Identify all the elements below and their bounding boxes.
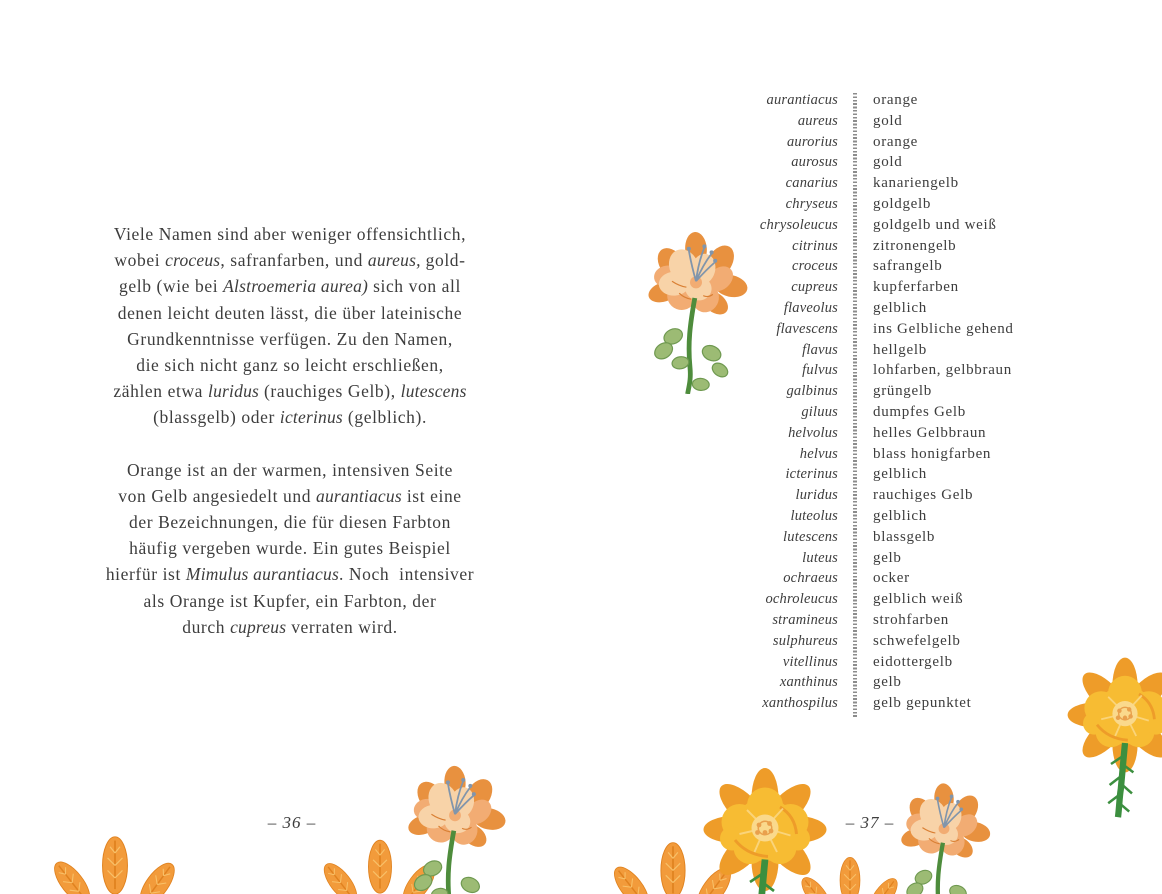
german-translation: gold [873, 154, 903, 171]
german-translation: orange [873, 133, 919, 150]
latin-term: flavescens [776, 320, 838, 337]
latin-term: chryseus [785, 195, 838, 212]
glossary-list [650, 92, 1014, 716]
latin-term: xanthinus [779, 674, 838, 691]
text-line: von Gelb angesiedelt und aurantiacus ist eine [118, 485, 462, 506]
german-translation: dumpfes Gelb [873, 403, 966, 420]
latin-term: citrinus [792, 237, 838, 254]
latin-term: cupreus [791, 279, 838, 296]
german-translation: gelblich [873, 299, 927, 316]
honeysuckle-flower-illustration-bottom-center [396, 760, 514, 894]
glossary-row [650, 570, 1014, 591]
latin-term: lutescens [783, 528, 838, 545]
glossary-row [650, 674, 1014, 695]
latin-term: flavus [802, 341, 838, 358]
german-translation: lohfarben, gelbbraun [873, 362, 1012, 379]
german-translation: kupferfarben [873, 279, 959, 296]
glossary-row [650, 134, 1014, 155]
globeflower-illustration-right-edge [1055, 652, 1162, 834]
honeysuckle-flower-illustration-top [636, 226, 756, 394]
latin-term: ochroleucus [765, 591, 838, 608]
german-translation: safrangelb [873, 258, 943, 275]
german-translation: gelblich weiß [873, 591, 964, 608]
glossary-row [650, 404, 1014, 425]
autumn-leaves-illustration-bottom-left [50, 830, 180, 894]
glossary-row [650, 154, 1014, 175]
german-translation: blass honigfarben [873, 445, 992, 462]
german-translation: ocker [873, 570, 910, 587]
glossary-row [650, 591, 1014, 612]
text-line: Orange ist an der warmen, intensiven Seite [126, 459, 453, 480]
latin-term: sulphureus [772, 632, 838, 649]
latin-term: aurantiacus [766, 92, 838, 108]
german-translation: gelb [873, 674, 902, 691]
latin-term: helvolus [788, 424, 838, 441]
latin-term: galbinus [786, 383, 838, 400]
glossary-row [650, 487, 1014, 508]
latin-term: aurorius [786, 133, 838, 150]
german-translation: gelb gepunktet [873, 695, 972, 712]
glossary-row [650, 196, 1014, 217]
latin-term: luridus [795, 487, 838, 504]
text-line: durch cupreus verraten wird. [182, 616, 398, 637]
glossary-row [650, 695, 1014, 716]
latin-term: aurosus [791, 154, 838, 171]
latin-term: fulvus [802, 362, 838, 379]
body-text [88, 221, 492, 640]
german-translation: zitronengelb [873, 237, 957, 254]
text-line: gelb (wie bei Alstroemeria aurea) sich von all [119, 276, 461, 297]
german-translation: blassgelb [873, 528, 936, 545]
latin-term: ochraeus [783, 570, 838, 587]
german-translation: grüngelb [873, 383, 932, 400]
text-line: zählen etwa luridus (rauchiges Gelb), lutescens [113, 381, 467, 402]
latin-term: luteus [802, 549, 838, 566]
latin-term: giluus [801, 403, 838, 420]
text-line: häufig vergeben wurde. Ein gutes Beispiel [129, 538, 451, 559]
text-line: Grundkenntnisse verfügen. Zu den Namen, [127, 328, 453, 349]
german-translation: kanariengelb [873, 175, 959, 192]
latin-term: aureus [797, 112, 838, 129]
german-translation: gold [873, 112, 903, 129]
german-translation: gelb [873, 549, 902, 566]
glossary-row [650, 529, 1014, 550]
page-number-right: – 37 – [845, 813, 895, 832]
latin-term: helvus [799, 445, 838, 462]
glossary-row [650, 446, 1014, 467]
glossary-row [650, 425, 1014, 446]
german-translation: strohfarben [873, 611, 950, 628]
text-line: (blassgelb) oder icterinus (gelblich). [153, 407, 427, 428]
latin-term: vitellinus [782, 653, 838, 670]
text-line: denen leicht deuten lässt, die über lateinische [117, 302, 463, 323]
latin-term: flaveolus [783, 299, 838, 316]
latin-term: xanthospilus [762, 695, 838, 712]
text-line: wobei croceus, safranfarben, und aureus, gold- [114, 250, 466, 271]
page-number-left: – 36 – [267, 813, 317, 832]
german-translation: ins Gelbliche gehend [873, 320, 1014, 337]
latin-term: stramineus [772, 611, 838, 628]
glossary-row [650, 508, 1014, 529]
glossary-divider [853, 93, 857, 717]
german-translation: hellgelb [873, 341, 927, 358]
paragraph [88, 221, 492, 431]
text-line: Viele Namen sind aber weniger offensichtlich, [113, 224, 467, 244]
glossary-row [650, 654, 1014, 675]
latin-term: icterinus [785, 466, 838, 483]
latin-term: luteolus [790, 507, 838, 524]
german-translation: rauchiges Gelb [873, 487, 974, 504]
latin-term: croceus [792, 258, 838, 275]
glossary-row [650, 175, 1014, 196]
glossary-row [650, 92, 1014, 113]
latin-term: chrysoleucus [759, 216, 838, 233]
german-translation: eidottergelb [873, 653, 953, 670]
german-translation: goldgelb [873, 195, 932, 212]
latin-term: canarius [785, 175, 838, 192]
text-line: hierfür ist Mimulus aurantiacus. Noch intensiver [105, 564, 475, 585]
text-line: der Bezeichnungen, die für diesen Farbton [129, 512, 451, 533]
glossary-row [650, 612, 1014, 633]
glossary-row [650, 633, 1014, 654]
autumn-leaves-illustration-right-center [798, 852, 902, 894]
text-line: als Orange ist Kupfer, ein Farbton, der [143, 590, 437, 611]
german-translation: goldgelb und weiß [873, 216, 997, 233]
glossary-row [650, 550, 1014, 571]
honeysuckle-flower-illustration-bottom-right [890, 778, 998, 894]
german-translation: gelblich [873, 466, 927, 483]
german-translation: helles Gelbbraun [873, 424, 987, 441]
glossary-row [650, 466, 1014, 487]
glossary-row [650, 113, 1014, 134]
text-line: die sich nicht ganz so leicht erschließen, [136, 355, 444, 376]
paragraph [88, 457, 492, 640]
german-translation: schwefelgelb [873, 632, 961, 649]
german-translation: orange [873, 92, 919, 108]
german-translation: gelblich [873, 507, 927, 524]
